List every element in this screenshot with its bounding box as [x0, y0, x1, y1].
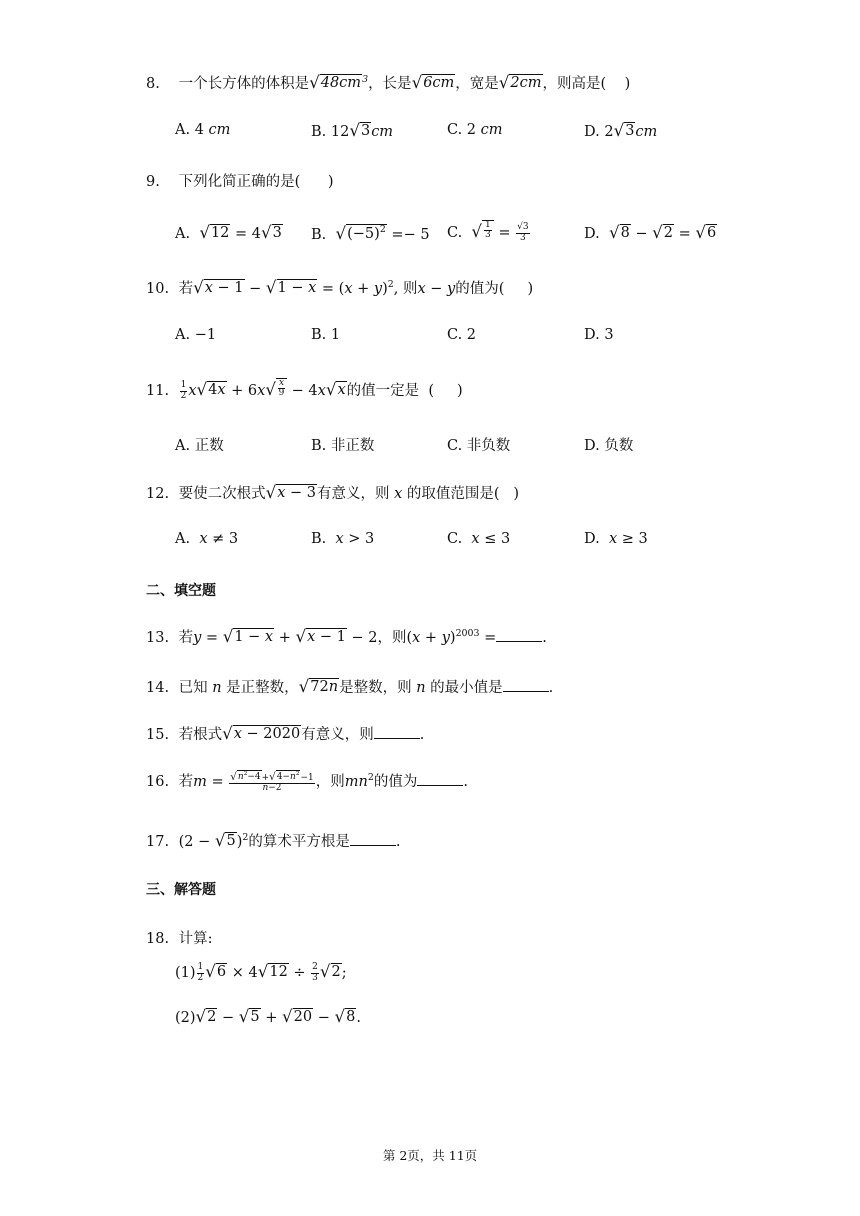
question-number: 18.: [146, 931, 170, 947]
question-9: [146, 170, 334, 191]
question-stem: 一个长方体的体积是 √ 48cm $^3$，长是 √ 6cm ，宽是 √ 2cm ，则高是( ): [178, 73, 631, 92]
question-number: 15.: [146, 727, 170, 743]
option-b: B. 12 √ 3 cm: [311, 121, 394, 140]
question-stem: 下列化简正确的是( ): [178, 174, 334, 190]
option-a: A. √ 12 = 4 √ 3: [175, 223, 282, 242]
question-number: 10.: [146, 281, 170, 297]
option-b: B. x > 3: [311, 531, 375, 547]
question-stem: 若根式 √ x − 2020 有意义，则 .: [178, 724, 425, 743]
option-b: B. 非正数: [311, 438, 375, 454]
option-c: C. 2 cm: [447, 122, 503, 138]
option-a: A. x ≠ 3: [175, 531, 239, 547]
option-d: D. 负数: [584, 438, 634, 454]
question-number: 9.: [146, 174, 160, 190]
question-17: [146, 830, 401, 851]
option-c: C. √ $\frac{1}{3}$ = $\frac{√3}{3}$: [447, 220, 529, 243]
question-stem: 已知 n 是正整数， √ 72n 是整数，则 n 的最小值是 .: [178, 677, 554, 696]
question-8: [146, 72, 630, 93]
section-heading-fill-in: 二、填空题: [146, 583, 216, 599]
question-18-part-2: (2) √ 2 − √ 5 + √ 20 − √ 8 .: [175, 1007, 361, 1026]
option-b: B. √ $(-5)^2$ =− 5: [311, 223, 430, 243]
question-15: [146, 723, 424, 744]
page-footer: 第 2页，共 11页: [382, 1148, 478, 1163]
question-12: [146, 482, 519, 503]
question-16: [146, 770, 468, 794]
option-d: D. 2 √ 3 cm: [584, 121, 658, 140]
option-b: B. 1: [311, 327, 341, 343]
option-a: A. 正数: [175, 438, 224, 454]
question-stem: 计算:: [178, 931, 213, 947]
question-number: 8.: [146, 76, 160, 92]
question-number: 12.: [146, 486, 170, 502]
option-a: A. 4 cm: [175, 122, 231, 138]
question-number: 17.: [146, 834, 170, 850]
option-a: A. −1: [175, 327, 217, 343]
question-stem: $\frac{1}{2}$ x √ 4x + 6x √ $\frac{x}{9}$ − 4x √ x 的值一定是 ( ): [180, 378, 463, 401]
question-number: 16.: [146, 774, 170, 790]
option-c: C. x ≤ 3: [447, 531, 511, 547]
question-stem: 若y = √ 1 − x + √ x − 1 − 2，则$(x + y)^{2003}$ = .: [178, 627, 547, 646]
question-13: [146, 626, 547, 647]
option-d: D. 3: [584, 327, 614, 343]
question-18: [146, 927, 213, 948]
option-c: C. 非负数: [447, 438, 511, 454]
question-14: [146, 676, 553, 697]
question-stem: (2 − √ 5 )$^2$的算术平方根是 .: [178, 831, 401, 850]
question-11: [146, 378, 463, 401]
question-10: [146, 277, 533, 298]
question-18-part-1: (1) $\frac{1}{2}$ √ 6 × 4 √ 12 ÷ $\frac{2}{3}$ √ 2 ;: [175, 962, 347, 983]
option-c: C. 2: [447, 327, 477, 343]
question-number: 13.: [146, 630, 170, 646]
question-number: 11.: [146, 383, 170, 400]
section-heading-solve: 三、解答题: [146, 882, 216, 898]
question-stem: 若 √ x − 1 − √ 1 − x = $(x + y)^2$, 则x − y的值为( ): [178, 278, 534, 297]
question-stem: 若m = √ $n^2-4$ + √ $4-n^2$ −1 n−2 ，则$mn^2$的值为 .: [178, 771, 468, 794]
option-d: D. x ≥ 3: [584, 531, 648, 547]
question-number: 14.: [146, 680, 170, 696]
question-stem: 要使二次根式 √ x − 3 有意义，则 x 的取值范围是( ): [178, 483, 520, 502]
option-d: D. √ 8 − √ 2 = √ 6: [584, 223, 717, 242]
